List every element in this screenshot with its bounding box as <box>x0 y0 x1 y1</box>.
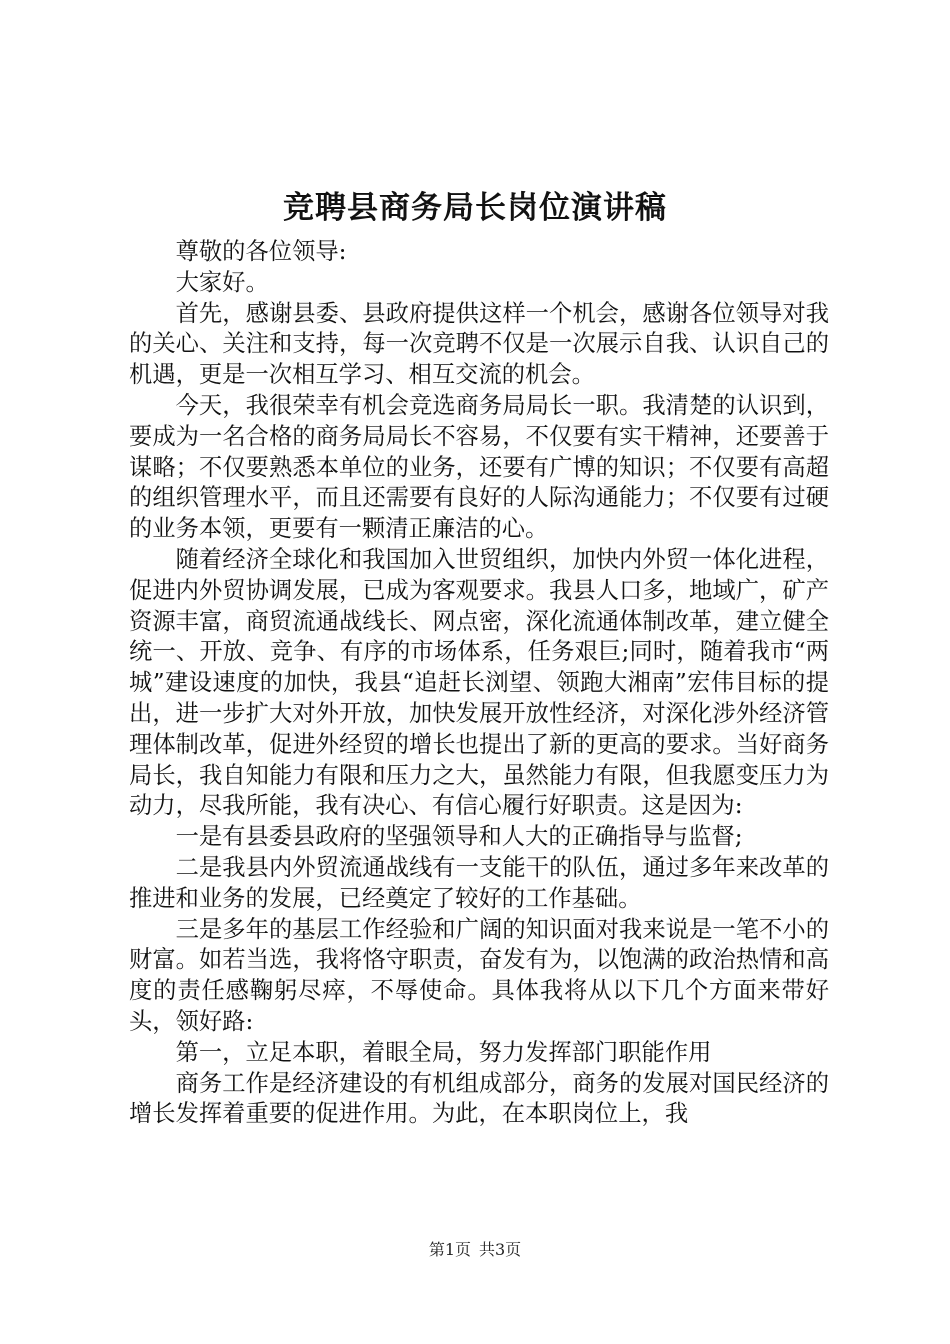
paragraph: 随着经济全球化和我国加入世贸组织，加快内外贸一体化进程，促进内外贸协调发展，已成为客观要求。我县人口多，地域广，矿产资源丰富，商贸流通战线长、网点密，深化流通体制改革，建立健全统一、开放、竞争、有序的市场体系，任务艰巨;同时，随着我市“两城”建设速度的加快，我县“追赶长浏望、领跑大湘南”宏伟目标的提出，进一步扩大对外开放，加快发展开放性经济，对深化涉外经济管理体制改革，促进外经贸的增长也提出了新的更高的要求。当好商务局长，我自知能力有限和压力之大，虽然能力有限，但我愿变压力为动力，尽我所能，我有决心、有信心履行好职责。这是因为: <box>129 545 829 820</box>
page-total: 共3页 <box>479 1240 522 1259</box>
paragraph: 三是多年的基层工作经验和广阔的知识面对我来说是一笔不小的财富。如若当选，我将恪守职责，奋发有为，以饱满的政治热情和高度的责任感鞠躬尽瘁，不辱使命。具体我将从以下几个方面来带好头，领好路: <box>129 915 829 1035</box>
document-title: 竞聘县商务局长岗位演讲稿 <box>283 190 667 226</box>
section-heading: 第一，立足本职，着眼全局，努力发挥部门职能作用 <box>175 1038 712 1066</box>
page-number: 第1页 <box>428 1240 471 1259</box>
paragraph: 今天，我很荣幸有机会竞选商务局局长一职。我清楚的认识到，要成为一名合格的商务局局长不容易，不仅要有实干精神，还要善于谋略；不仅要熟悉本单位的业务，还要有广博的知识；不仅要有高超的组织管理水平，而且还需要有良好的人际沟通能力；不仅要有过硬的业务本领，更要有一颗清正廉洁的心。 <box>129 391 829 543</box>
paragraph: 首先，感谢县委、县政府提供这样一个机会，感谢各位领导对我的关心、关注和支持，每一次竞聘不仅是一次展示自我、认识自己的机遇，更是一次相互学习、相互交流的机会。 <box>129 299 829 389</box>
paragraph: 商务工作是经济建设的有机组成部分，商务的发展对国民经济的增长发挥着重要的促进作用。为此，在本职岗位上，我 <box>129 1069 829 1128</box>
page-footer <box>0 1240 950 1260</box>
salutation: 尊敬的各位领导: <box>175 238 347 265</box>
paragraph: 二是我县内外贸流通战线有一支能干的队伍，通过多年来改革的推进和业务的发展，已经奠定了较好的工作基础。 <box>129 853 829 912</box>
document-body <box>129 237 829 1130</box>
greeting: 大家好。 <box>175 268 269 296</box>
paragraph: 一是有县委县政府的坚强领导和人大的正确指导与监督; <box>175 823 743 851</box>
